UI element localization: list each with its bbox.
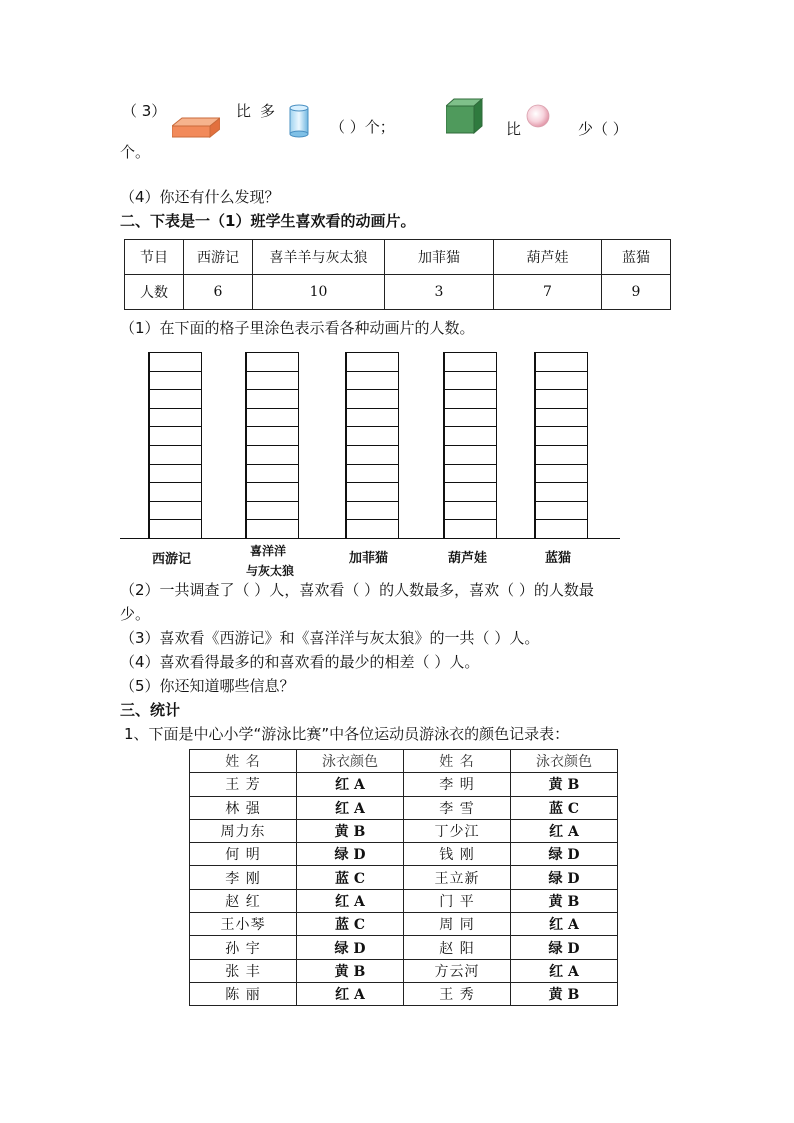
grid-cell[interactable] — [150, 445, 201, 464]
swimsuit-color-cell: 黄 B — [511, 773, 618, 796]
athlete-name-cell: 陈 丽 — [190, 982, 297, 1005]
grid-cell[interactable] — [150, 389, 201, 408]
table-row — [190, 843, 618, 866]
q3-blank1: （ ）个； — [330, 118, 395, 136]
grid-cell[interactable] — [347, 482, 398, 501]
grid-cell[interactable] — [445, 352, 496, 371]
table-row — [190, 773, 618, 796]
swimsuit-color-cell: 红 A — [297, 773, 404, 796]
table-cell: 节目 — [125, 240, 184, 275]
q3-line — [120, 100, 680, 140]
grid-cell[interactable] — [536, 501, 587, 520]
table-row — [190, 913, 618, 936]
table-row — [190, 819, 618, 842]
table-row — [190, 889, 618, 912]
section2-title: 二、下表是一（1）班学生喜欢看的动画片。 — [120, 212, 416, 230]
grid-column-xiyouji[interactable] — [148, 352, 202, 538]
header-cell: 姓 名 — [404, 750, 511, 773]
athlete-name-cell: 张 丰 — [190, 959, 297, 982]
grid-cell[interactable] — [445, 408, 496, 427]
swimsuit-color-cell: 红 A — [297, 889, 404, 912]
swimsuit-color-cell: 红 A — [511, 959, 618, 982]
q3-shao: 少（ ） — [578, 120, 628, 138]
swimsuit-color-cell: 黄 B — [511, 982, 618, 1005]
q3-prefix: （ 3） — [122, 102, 167, 120]
grid-cell[interactable] — [247, 408, 298, 427]
cube-green-icon — [446, 98, 484, 134]
table-cell: 喜羊羊与灰太狼 — [253, 240, 385, 275]
grid-cell[interactable] — [536, 389, 587, 408]
grid-cell[interactable] — [536, 482, 587, 501]
grid-cell[interactable] — [536, 464, 587, 483]
table-cell: 葫芦娃 — [494, 240, 602, 275]
grid-cell[interactable] — [445, 426, 496, 445]
table-cell: 10 — [253, 275, 385, 310]
grid-cell[interactable] — [536, 426, 587, 445]
swimsuit-color-cell: 红 A — [511, 913, 618, 936]
sphere-pink-icon — [526, 104, 550, 128]
swimsuit-color-cell: 绿 D — [511, 936, 618, 959]
grid-cell[interactable] — [445, 464, 496, 483]
header-cell: 姓 名 — [190, 750, 297, 773]
swimsuit-color-cell: 蓝 C — [297, 866, 404, 889]
athlete-name-cell: 林 强 — [190, 796, 297, 819]
grid-cell[interactable] — [445, 371, 496, 390]
grid-label-xiyangyang-2: 与灰太狼 — [246, 564, 295, 578]
grid-cell[interactable] — [150, 482, 201, 501]
grid-cell[interactable] — [150, 464, 201, 483]
grid-cell[interactable] — [445, 482, 496, 501]
athlete-name-cell: 赵 红 — [190, 889, 297, 912]
grid-label-huluwa: 葫芦娃 — [448, 551, 488, 566]
grid-cell[interactable] — [347, 426, 398, 445]
grid-cell[interactable] — [347, 501, 398, 520]
grid-label-xiyouji: 西游记 — [152, 552, 192, 567]
table-row — [190, 936, 618, 959]
grid-cell[interactable] — [445, 445, 496, 464]
grid-cell[interactable] — [247, 501, 298, 520]
grid-cell[interactable] — [347, 408, 398, 427]
grid-cell[interactable] — [150, 501, 201, 520]
q2-text-a: （2）一共调查了（ ）人，喜欢看（ ）的人数最多，喜欢（ ）的人数最 — [120, 581, 594, 599]
grid-baseline — [120, 538, 620, 539]
section3-title: 三、统计 — [120, 701, 181, 719]
grid-cell[interactable] — [247, 426, 298, 445]
swimsuit-color-cell: 绿 D — [511, 843, 618, 866]
grid-cell[interactable] — [347, 445, 398, 464]
grid-cell[interactable] — [150, 426, 201, 445]
grid-cell[interactable] — [536, 371, 587, 390]
athlete-name-cell: 李 明 — [404, 773, 511, 796]
swimsuit-color-cell: 红 A — [297, 982, 404, 1005]
grid-cell[interactable] — [536, 445, 587, 464]
grid-cell[interactable] — [445, 519, 496, 538]
athlete-name-cell: 王立新 — [404, 866, 511, 889]
table-row — [190, 866, 618, 889]
table-cell: 蓝猫 — [602, 240, 671, 275]
cuboid-orange-icon — [172, 116, 220, 138]
grid-cell[interactable] — [247, 371, 298, 390]
athlete-name-cell: 门 平 — [404, 889, 511, 912]
swimsuit-color-cell: 黄 B — [511, 889, 618, 912]
table-cell: 人数 — [125, 275, 184, 310]
athlete-name-cell: 周力东 — [190, 819, 297, 842]
grid-cell[interactable] — [247, 352, 298, 371]
table-header-row — [190, 750, 618, 773]
table-cell: 6 — [184, 275, 253, 310]
q3-bi2: 比 — [506, 120, 522, 138]
cylinder-blue-icon — [288, 104, 310, 138]
swimsuit-color-cell: 蓝 C — [511, 796, 618, 819]
grid-cell[interactable] — [347, 519, 398, 538]
grid-cell[interactable] — [247, 389, 298, 408]
table-row — [190, 959, 618, 982]
athlete-name-cell: 方云河 — [404, 959, 511, 982]
table-row — [190, 982, 618, 1005]
q4-text: （4）你还有什么发现？ — [120, 188, 280, 206]
swimsuit-color-cell: 红 A — [297, 796, 404, 819]
swimsuit-color-cell: 绿 D — [297, 843, 404, 866]
table-cell: 加菲猫 — [385, 240, 494, 275]
section3-intro: 1、下面是中心小学“游泳比赛”中各位运动员游泳衣的颜色记录表： — [124, 725, 570, 743]
q2-text-b: 少。 — [120, 605, 151, 623]
grid-column-huluwa[interactable] — [443, 352, 497, 538]
q3-section2-text: （3）喜欢看《西游记》和《喜洋洋与灰太狼》的一共（ ）人。 — [120, 629, 540, 647]
athlete-name-cell: 王 芳 — [190, 773, 297, 796]
header-cell: 泳衣颜色 — [297, 750, 404, 773]
grid-cell[interactable] — [150, 352, 201, 371]
grid-cell[interactable] — [445, 389, 496, 408]
grid-cell[interactable] — [347, 389, 398, 408]
swim-color-table — [189, 749, 618, 1006]
grid-cell[interactable] — [347, 371, 398, 390]
athlete-name-cell: 李 雪 — [404, 796, 511, 819]
grid-column-xiyangyang[interactable] — [245, 352, 299, 538]
athlete-name-cell: 王 秀 — [404, 982, 511, 1005]
grid-cell[interactable] — [247, 464, 298, 483]
table-row — [190, 796, 618, 819]
athlete-name-cell: 王小琴 — [190, 913, 297, 936]
athlete-name-cell: 周 同 — [404, 913, 511, 936]
q5-section2-text: （5）你还知道哪些信息？ — [120, 677, 295, 695]
athlete-name-cell: 李 刚 — [190, 866, 297, 889]
grid-cell[interactable] — [150, 371, 201, 390]
grid-column-lanmao[interactable] — [534, 352, 588, 538]
grid-cell[interactable] — [247, 445, 298, 464]
q3-ge: 个。 — [120, 143, 151, 161]
grid-cell[interactable] — [247, 482, 298, 501]
header-cell: 泳衣颜色 — [511, 750, 618, 773]
grid-cell[interactable] — [536, 352, 587, 371]
q4-section2-text: （4）喜欢看得最多的和喜欢看的最少的相差（ ）人。 — [120, 653, 480, 671]
grid-label-xiyangyang-1: 喜洋洋 — [250, 544, 287, 558]
athlete-name-cell: 赵 阳 — [404, 936, 511, 959]
table-row — [125, 275, 671, 310]
grid-column-jiafeimao[interactable] — [345, 352, 399, 538]
swimsuit-color-cell: 绿 D — [511, 866, 618, 889]
q3-duo: 多 — [260, 102, 276, 120]
athlete-name-cell: 钱 刚 — [404, 843, 511, 866]
grid-cell[interactable] — [347, 464, 398, 483]
grid-cell[interactable] — [150, 519, 201, 538]
table-cell: 7 — [494, 275, 602, 310]
grid-label-jiafeimao: 加菲猫 — [349, 551, 389, 566]
q3-bi: 比 — [236, 102, 252, 120]
swimsuit-color-cell: 黄 B — [297, 959, 404, 982]
grid-label-lanmao: 蓝猫 — [545, 551, 572, 566]
athlete-name-cell: 丁少江 — [404, 819, 511, 842]
swimsuit-color-cell: 红 A — [511, 819, 618, 842]
table-cell: 9 — [602, 275, 671, 310]
grid-cell[interactable] — [247, 519, 298, 538]
athlete-name-cell: 何 明 — [190, 843, 297, 866]
grid-cell[interactable] — [536, 408, 587, 427]
table-cell: 3 — [385, 275, 494, 310]
grid-cell[interactable] — [347, 352, 398, 371]
swimsuit-color-cell: 蓝 C — [297, 913, 404, 936]
athlete-name-cell: 孙 宇 — [190, 936, 297, 959]
grid-cell[interactable] — [150, 408, 201, 427]
table-row — [125, 240, 671, 275]
swimsuit-color-cell: 黄 B — [297, 819, 404, 842]
grid-cell[interactable] — [536, 519, 587, 538]
table-cell: 西游记 — [184, 240, 253, 275]
cartoon-table — [124, 239, 671, 310]
q1-text: （1）在下面的格子里涂色表示看各种动画片的人数。 — [120, 319, 475, 337]
grid-cell[interactable] — [445, 501, 496, 520]
swimsuit-color-cell: 绿 D — [297, 936, 404, 959]
